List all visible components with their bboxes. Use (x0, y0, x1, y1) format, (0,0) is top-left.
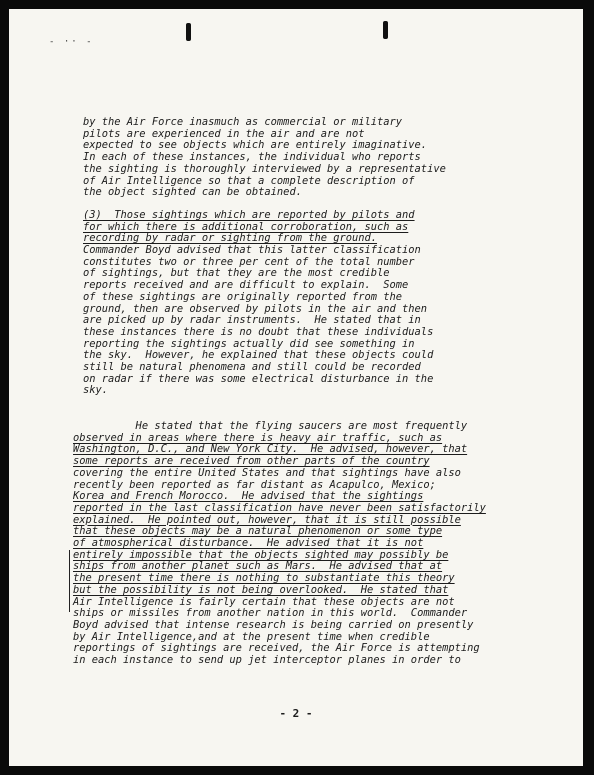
text-line-underlined: that these objects may be a natural phenomenon or some type (73, 525, 443, 538)
text-line: recently been reported as far distant as Acapulco, Mexico; (73, 478, 436, 491)
text-line: the sky. However, he explained that these objects could (83, 349, 434, 362)
margin-bracket (69, 550, 70, 612)
text-line: constitutes two or three per cent of the total number (83, 255, 415, 268)
text-line: reportings of sightings are received, the Air Force is attempting (73, 642, 480, 655)
text-line-underlined: reported in the last classification have never been satisfactorily (73, 501, 486, 514)
text-line: reports received and are difficult to explain. Some (83, 279, 409, 292)
text-line: sky. (83, 384, 109, 397)
text-line-underlined: explained. He pointed out, however, that it is still possible (73, 513, 461, 526)
text-line-underlined: some reports are received from other parts of the country (73, 455, 430, 468)
text-line: by Air Intelligence,and at the present time when credible (73, 630, 430, 643)
text-line-underlined: of atmospherical disturbance. He advised that it is not (73, 537, 424, 550)
text-line: reporting the sightings actually did see something in (83, 337, 415, 350)
text-line-underlined: (3) Those sightings which are reported by pilots and (83, 208, 415, 221)
text-line: Air Intelligence is fairly certain that these objects are not (73, 595, 455, 608)
margin-specks: - ·· - (49, 37, 94, 47)
text-line-underlined: Korea and French Morocco. He advised that the sightings (73, 490, 424, 503)
text-line: He stated that the flying saucers are most frequently (73, 420, 468, 432)
document-page (9, 9, 583, 766)
binder-hole-right (383, 21, 388, 39)
text-line: In each of these instances, the individual who reports (83, 151, 421, 164)
text-line: pilots are experienced in the air and are not (83, 127, 365, 140)
text-line: the sighting is thoroughly interviewed by a representative (83, 162, 446, 175)
text-line-underlined: entirely impossible that the objects sighted may possibly be (73, 548, 449, 561)
text-line: ships or missiles from another nation in this world. Commander (73, 607, 468, 620)
text-line-underlined: Washington, D.C., and New York City. He advised, however, that (73, 443, 468, 456)
typewritten-body (83, 117, 573, 397)
text-line: the object sighted can be obtained. (83, 186, 302, 199)
text-line-underlined: but the possibility is not being overlooked. He stated that (73, 583, 449, 596)
text-line-underlined: recording by radar or sighting from the ground. (83, 232, 378, 245)
text-line: ground, then are observed by pilots in the air and then (83, 302, 428, 315)
text-line: Commander Boyd advised that this latter classification (83, 244, 421, 257)
text-line: on radar if there was some electrical disturbance in the (83, 372, 434, 385)
text-line: in each instance to send up jet interceptor planes in order to (73, 654, 461, 667)
text-line: of these sightings are originally reported from the (83, 290, 403, 303)
text-line: still be natural phenomena and still could be recorded (83, 361, 421, 374)
paragraph-2 (83, 210, 573, 397)
text-line-underlined: observed in areas where there is heavy air traffic, such as (73, 431, 443, 444)
binder-hole-left (186, 23, 191, 41)
paragraph-1 (83, 117, 573, 199)
page-number: - 2 - (279, 707, 313, 720)
text-line: by the Air Force inasmuch as commercial or military (83, 116, 403, 128)
text-line-underlined: for which there is additional corroboration, such as (83, 220, 409, 233)
text-line: expected to see objects which are entirely imaginative. (83, 139, 428, 152)
text-line: of Air Intelligence so that a complete description of (83, 174, 415, 187)
text-line: Boyd advised that intense research is being carried on presently (73, 618, 474, 631)
text-line: covering the entire United States and that sightings have also (73, 466, 461, 479)
text-line: are picked up by radar instruments. He stated that in (83, 314, 421, 327)
paragraph-3 (73, 421, 573, 667)
text-line: of sightings, but that they are the most credible (83, 267, 390, 280)
text-line-underlined: the present time there is nothing to substantiate this theory (73, 572, 455, 585)
text-line-underlined: ships from another planet such as Mars. He advised that at (73, 560, 443, 573)
text-line: these instances there is no doubt that these individuals (83, 325, 434, 338)
